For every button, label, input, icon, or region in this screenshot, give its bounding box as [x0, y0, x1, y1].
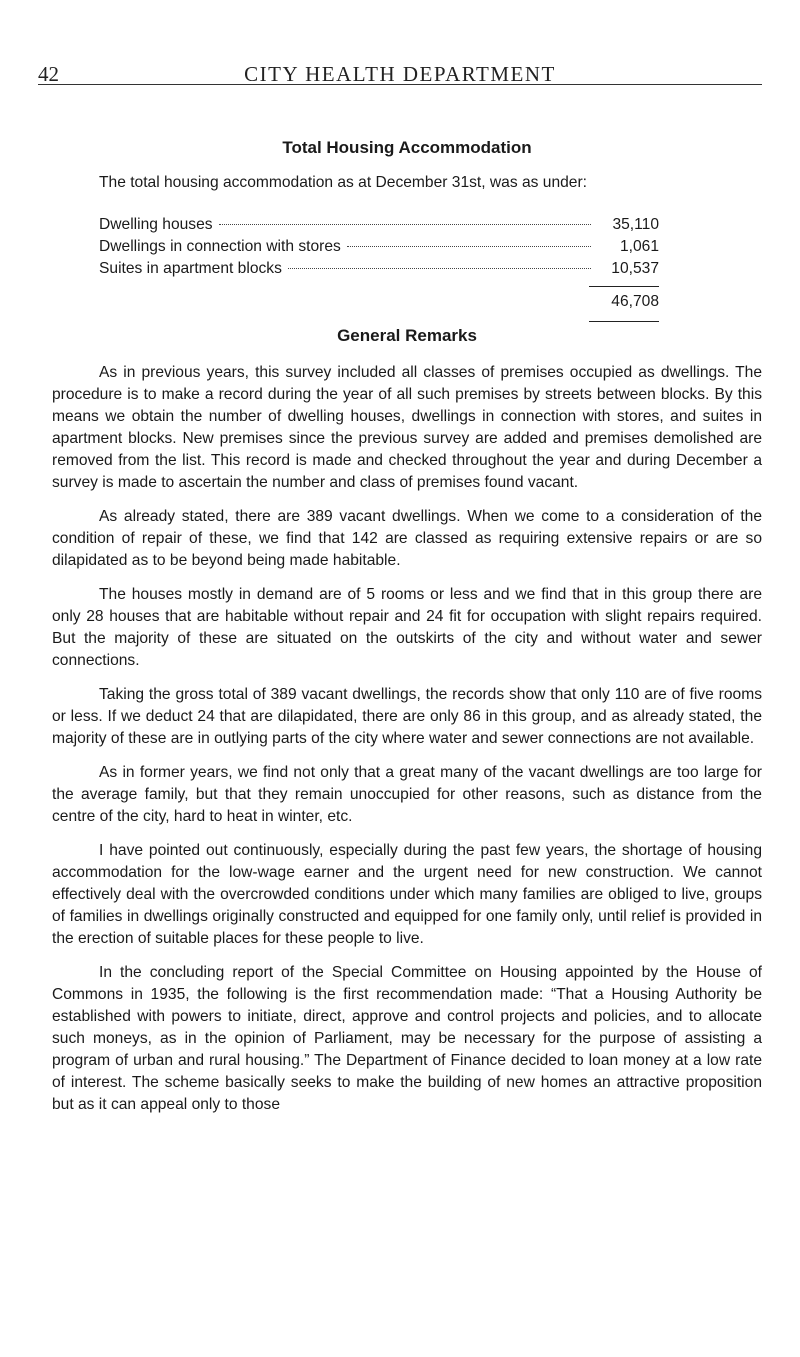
running-title: CITY HEALTH DEPARTMENT — [244, 62, 556, 86]
leader-dots — [288, 268, 591, 269]
remarks-paragraph: The houses mostly in demand are of 5 rooms or less and we find that in this group there are only 28 houses that are habitable without repair and 24 fit for occupation with slight repairs required. But the majority of these are situated on the outskirts of the city and without water and sewer connections. — [52, 586, 762, 669]
sum-rule-top — [589, 286, 659, 287]
remarks-paragraph: As already stated, there are 389 vacant dwellings. When we come to a consideration of the condition of repair of these, we find that 142 are classed as requiring extensive repairs or are so dilapidated as to be beyond being made habitable. — [52, 508, 762, 569]
remarks-paragraph: In the concluding report of the Special Committee on Housing appointed by the House of Commons in 1935, the following is the first recommendation made: “That a Housing Authority be established with powers to initiate, direct, approve and control projects and policies, and to allocate such moneys, as in the opinion of Parliament, may be necessary for the purpose of assisting a program of urban and rural housing.” The Department of Finance decided to loan money at a low rate of interest. The scheme basically seeks to make the building of new homes an attractive proposition but as it can appeal only to those — [52, 964, 762, 1113]
row-value: 10,537 — [611, 260, 659, 277]
total-row — [99, 291, 659, 313]
remarks-paragraph: As in former years, we find not only that a great many of the vacant dwellings are too large for the average family, but that they remain unoccupied for other reasons, such as distance from the centre of the city, hard to heat in winter, etc. — [52, 764, 762, 825]
page-number: 42 — [38, 62, 59, 86]
page-body — [52, 138, 762, 1116]
housing-heading: Total Housing Accommodation — [282, 138, 532, 157]
housing-totals-table — [99, 214, 659, 322]
remarks-paragraph: Taking the gross total of 389 vacant dwellings, the records show that only 110 are of five rooms or less. If we deduct 24 that are dilapidated, there are only 86 in this group, and as already stated, the majority of these are in outlying parts of the city where water and sewer connections are not available. — [52, 686, 762, 747]
remarks-heading: General Remarks — [337, 326, 477, 345]
row-label: Suites in apartment blocks — [99, 260, 282, 277]
leader-dots — [219, 224, 591, 225]
remarks-paragraph: As in previous years, this survey included all classes of premises occupied as dwellings. The procedure is to make a record during the year of all such premises by streets between blocks. By this means we obtain the number of dwelling houses, dwellings in connection with stores, and suites in apartment blocks. New premises since the previous survey are added and premises demolished are removed from the list. This record is made and checked throughout the year and during December a survey is made to ascertain the number and class of premises found vacant. — [52, 364, 762, 491]
page-header — [38, 40, 762, 85]
housing-intro: The total housing accommodation as at December 31st, was as under: — [99, 174, 587, 191]
sum-rule-bottom — [589, 321, 659, 322]
row-value: 35,110 — [612, 216, 659, 233]
remarks-paragraph: I have pointed out continuously, especially during the past few years, the shortage of housing accommodation for the low-wage earner and the urgent need for new construction. We cannot effectively deal with the overcrowded conditions under which many families are obliged to live, groups of families in dwellings originally constructed and equipped for one family only, until relief is provided in the erection of suitable places for these people to live. — [52, 842, 762, 947]
total-value: 46,708 — [611, 293, 659, 310]
row-label: Dwellings in connection with stores — [99, 238, 341, 255]
row-label: Dwelling houses — [99, 216, 213, 233]
leader-dots — [347, 246, 591, 247]
table-row — [99, 258, 659, 280]
row-value: 1,061 — [619, 238, 659, 255]
table-row — [99, 236, 659, 258]
table-row — [99, 214, 659, 236]
